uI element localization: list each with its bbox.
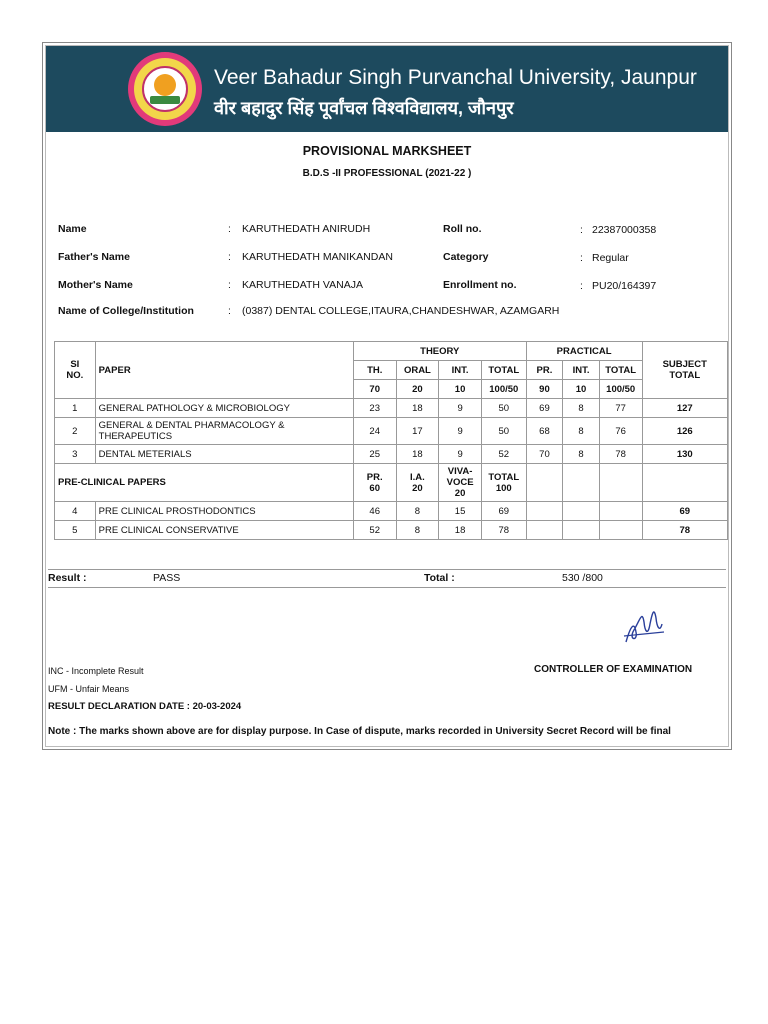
mother-label: Mother's Name xyxy=(58,279,133,291)
header-practical: PRACTICAL xyxy=(526,342,642,361)
row-subject-total: 127 xyxy=(642,399,727,418)
row-ia: 8 xyxy=(396,521,439,540)
father-name: KARUTHEDATH MANIKANDAN xyxy=(242,251,393,263)
row-theory-th: 25 xyxy=(353,445,396,464)
result-declaration-date: RESULT DECLARATION DATE : 20-03-2024 xyxy=(48,701,242,712)
row-viva: 15 xyxy=(439,502,482,521)
row-total: 78 xyxy=(481,521,526,540)
total-label: Total : xyxy=(424,572,455,584)
row-theory-int: 9 xyxy=(439,399,482,418)
row-theory-oral: 18 xyxy=(396,399,439,418)
row-paper: DENTAL METERIALS xyxy=(95,445,353,464)
category-value: Regular xyxy=(592,252,629,264)
table-row xyxy=(55,521,728,540)
header-slno: SI NO. xyxy=(55,342,96,399)
row-theory-th: 24 xyxy=(353,418,396,445)
roll-label: Roll no. xyxy=(443,223,482,235)
row-practical-int: 8 xyxy=(563,399,600,418)
roll-number: 22387000358 xyxy=(592,224,657,236)
result-label: Result : xyxy=(48,572,87,584)
table-row xyxy=(55,418,728,445)
row-theory-total: 52 xyxy=(481,445,526,464)
controller-of-examination: CONTROLLER OF EXAMINATION xyxy=(534,664,693,675)
marks-table xyxy=(54,341,728,540)
mother-name: KARUTHEDATH VANAJA xyxy=(242,279,363,291)
row-subject-total: 78 xyxy=(642,521,727,540)
row-theory-total: 50 xyxy=(481,399,526,418)
theory-max-th: 70 xyxy=(353,380,396,399)
university-logo-icon xyxy=(128,52,202,126)
category-label: Category xyxy=(443,251,489,263)
result-divider-top xyxy=(48,569,726,570)
practical-col-int: INT. xyxy=(563,361,600,380)
preclinical-col-ia: I.A. 20 xyxy=(396,464,439,502)
student-name: KARUTHEDATH ANIRUDH xyxy=(242,223,371,235)
row-paper: PRE CLINICAL PROSTHODONTICS xyxy=(95,502,353,521)
category-sep: : xyxy=(580,252,583,264)
name-sep: : xyxy=(228,223,231,235)
university-banner xyxy=(46,46,728,132)
practical-col-total: TOTAL xyxy=(599,361,642,380)
preclinical-col-viva: VIVA- VOCE 20 xyxy=(439,464,482,502)
preclinical-header: PRE-CLINICAL PAPERS xyxy=(55,464,354,502)
row-practical-total: 77 xyxy=(599,399,642,418)
row-total: 69 xyxy=(481,502,526,521)
row-slno: 1 xyxy=(55,399,96,418)
row-practical-total: 76 xyxy=(599,418,642,445)
row-subject-total: 126 xyxy=(642,418,727,445)
row-pr: 46 xyxy=(353,502,396,521)
disclaimer-note: Note : The marks shown above are for display purpose. In Case of dispute, marks recorded in University Secret Record will be final xyxy=(48,726,671,737)
inc-legend: INC - Incomplete Result xyxy=(48,666,144,676)
row-paper: GENERAL & DENTAL PHARMACOLOGY & THERAPEUTICS xyxy=(95,418,353,445)
practical-max-int: 10 xyxy=(563,380,600,399)
row-theory-total: 50 xyxy=(481,418,526,445)
header-paper: PAPER xyxy=(95,342,353,399)
college-label: Name of College/Institution xyxy=(58,305,194,317)
exam-subtitle: B.D.S -II PROFESSIONAL (2021-22 ) xyxy=(302,168,472,179)
college-sep: : xyxy=(228,305,231,317)
row-viva: 18 xyxy=(439,521,482,540)
father-label: Father's Name xyxy=(58,251,130,263)
total-value: 530 /800 xyxy=(562,572,603,584)
row-practical-total: 78 xyxy=(599,445,642,464)
row-slno: 5 xyxy=(55,521,96,540)
marksheet-frame xyxy=(45,45,729,747)
result-value: PASS xyxy=(153,572,181,584)
row-practical-pr: 68 xyxy=(526,418,563,445)
enrollment-number: PU20/164397 xyxy=(592,280,657,292)
mother-sep: : xyxy=(228,279,231,291)
theory-col-int: INT. xyxy=(439,361,482,380)
row-subject-total: 130 xyxy=(642,445,727,464)
preclinical-col-pr: PR. 60 xyxy=(353,464,396,502)
university-name-english: Veer Bahadur Singh Purvanchal University, Jaunpur xyxy=(214,66,697,89)
theory-col-th: TH. xyxy=(353,361,396,380)
row-slno: 2 xyxy=(55,418,96,445)
row-theory-th: 23 xyxy=(353,399,396,418)
row-ia: 8 xyxy=(396,502,439,521)
row-practical-int: 8 xyxy=(563,418,600,445)
ufm-legend: UFM - Unfair Means xyxy=(48,684,130,694)
table-row xyxy=(55,445,728,464)
name-label: Name xyxy=(58,223,87,235)
theory-col-total: TOTAL xyxy=(481,361,526,380)
row-theory-int: 9 xyxy=(439,445,482,464)
row-paper: PRE CLINICAL CONSERVATIVE xyxy=(95,521,353,540)
row-paper: GENERAL PATHOLOGY & MICROBIOLOGY xyxy=(95,399,353,418)
enrollment-label: Enrollment no. xyxy=(443,279,517,291)
university-name-hindi: वीर बहादुर सिंह पूर्वांचल विश्वविद्यालय, जौनपुर xyxy=(214,98,514,118)
theory-max-oral: 20 xyxy=(396,380,439,399)
practical-max-pr: 90 xyxy=(526,380,563,399)
practical-col-pr: PR. xyxy=(526,361,563,380)
enrollment-sep: : xyxy=(580,280,583,292)
row-slno: 3 xyxy=(55,445,96,464)
row-pr: 52 xyxy=(353,521,396,540)
theory-max-int: 10 xyxy=(439,380,482,399)
row-theory-oral: 17 xyxy=(396,418,439,445)
row-practical-pr: 70 xyxy=(526,445,563,464)
father-sep: : xyxy=(228,251,231,263)
row-practical-pr: 69 xyxy=(526,399,563,418)
theory-max-total: 100/50 xyxy=(481,380,526,399)
row-subject-total: 69 xyxy=(642,502,727,521)
controller-signature xyxy=(620,602,666,648)
theory-col-oral: ORAL xyxy=(396,361,439,380)
preclinical-col-total: TOTAL 100 xyxy=(481,464,526,502)
row-slno: 4 xyxy=(55,502,96,521)
row-theory-oral: 18 xyxy=(396,445,439,464)
marksheet xyxy=(42,42,732,750)
header-theory: THEORY xyxy=(353,342,526,361)
row-theory-int: 9 xyxy=(439,418,482,445)
table-row xyxy=(55,502,728,521)
table-row xyxy=(55,399,728,418)
row-practical-int: 8 xyxy=(563,445,600,464)
result-divider-bottom xyxy=(48,587,726,588)
roll-sep: : xyxy=(580,224,583,236)
header-subject-total: SUBJECT TOTAL xyxy=(642,342,727,399)
college-name: (0387) DENTAL COLLEGE,ITAURA,CHANDESHWAR, AZAMGARH xyxy=(242,305,560,317)
page-title: PROVISIONAL MARKSHEET xyxy=(302,144,472,158)
practical-max-total: 100/50 xyxy=(599,380,642,399)
